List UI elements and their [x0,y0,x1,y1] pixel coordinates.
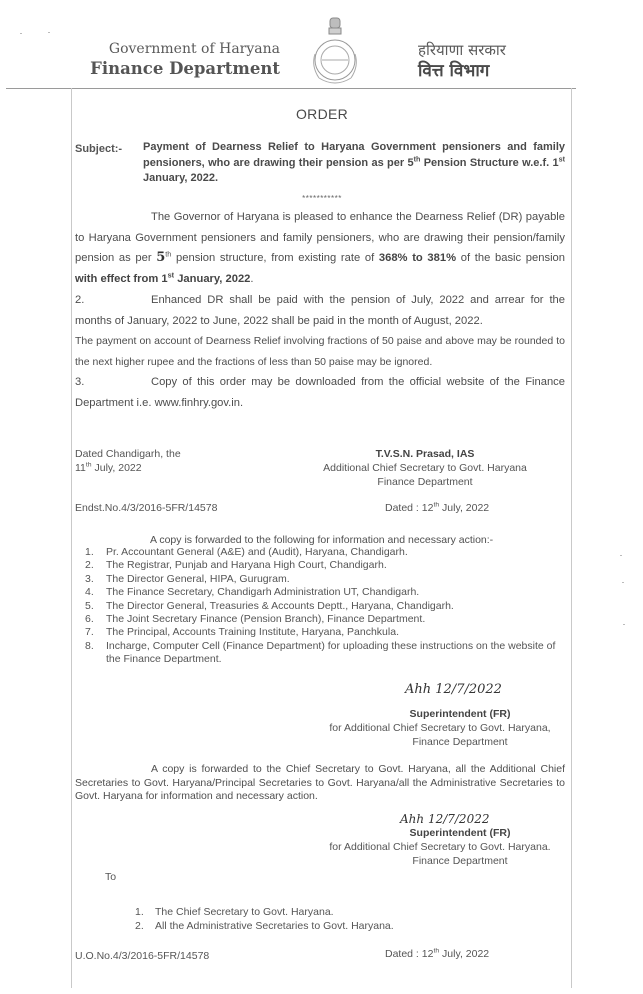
list-number: 7. [85,626,94,639]
copy-forwarded-2 [75,763,565,804]
header-divider [6,88,576,89]
paragraph-2-rounding: The payment on account of Dearness Relief involving fractions of 50 paise and above may be rounded to the next higher rupee and the fractions of less than 50 paise may be ignored. [75,335,565,368]
copy-forwarded-intro: A copy is forwarded to the following for information and necessary action:- [150,534,494,546]
list-text: The Chief Secretary to Govt. Haryana. [155,906,334,918]
list-text: Incharge, Computer Cell (Finance Department) for uploading these instructions on the website of the Finance Department. [106,639,556,666]
subject-part: Pension Structure w.e.f. 1 [420,156,559,169]
copy-forwarded-text: A copy is forwarded to the Chief Secretary to Govt. Haryana, all the Additional Chief Secretaries to Govt. Haryana/Principal Secretaries to Govt. Haryana/all the Administrative Secretaries to Govt. Haryana for information and necessary action. [75,763,565,802]
handwritten-signature: Ahh 12/7/2022 [400,812,490,826]
date-month-year: July, 2022 [91,462,142,474]
handwritten-correction: 5 [156,250,166,265]
endorsement-date [385,501,489,515]
superscript: th [165,249,172,259]
endorsement-number: Endst.No.4/3/2016-5FR/14578 [75,502,218,514]
date-suffix: July, 2022 [439,502,490,514]
state-emblem-icon [305,14,365,88]
effective-text: January, 2022 [174,272,251,285]
paragraph-text: Enhanced DR shall be paid with the pension of July, 2022 and arrear for the months of January, 2022 to June, 2022 shall be paid in the month of August, 2022. [75,294,565,327]
effective-text: with effect from 1 [75,272,168,285]
list-number: 8. [85,639,94,652]
list-number: 1. [85,546,94,558]
superintendent-department: Finance Department [412,736,508,748]
paragraph-text: Copy of this order may be downloaded from the official website of the Finance Department i.e. www.finhry.gov.in. [75,376,565,409]
superintendent-for-line: for Additional Chief Secretary to Govt. Haryana, [329,722,551,734]
separator: *********** [302,194,342,203]
letterhead-english [60,40,280,80]
list-number: 1. [135,906,144,918]
scan-speck [48,32,50,33]
department-name-hi: वित्त विभाग [418,61,490,81]
signatory-designation: Additional Chief Secretary to Govt. Haryana [323,462,527,474]
department-name-en: Finance Department [90,59,280,78]
signatory-department: Finance Department [377,476,473,488]
to-label: To [105,871,117,883]
dated-block [75,447,181,475]
scan-speck [20,33,22,34]
letterhead-hindi [418,40,578,82]
subject-label: Subject:- [75,143,123,155]
list-text: The Registrar, Punjab and Haryana High Court, Chandigarh. [106,559,387,572]
list-item [135,919,394,933]
paragraph-text: The Governor of Haryana is pleased to enhance the Dearness Relief (DR) payable to Haryana Government pensioners and family pensioners, who are drawing their pension/family pension as per [75,211,565,264]
list-item [85,600,565,613]
uo-date [385,947,489,961]
subject-text [143,140,565,187]
list-text: Pr. Accountant General (A&E) and (Audit), Haryana, Chandigarh. [106,546,408,558]
superintendent-for-line: for Additional Chief Secretary to Govt. Haryana. [329,841,551,853]
list-text: All the Administrative Secretaries to Govt. Haryana. [155,920,394,932]
scan-speck [620,555,622,556]
date-prefix: Dated : 12 [385,502,434,514]
superscript: th [433,947,440,955]
order-title: ORDER [295,106,349,122]
page-border-right [571,88,572,988]
superscript: st [167,269,175,279]
list-item [85,586,565,599]
paragraph-2 [75,290,565,331]
subject-part: January, 2022. [143,172,219,184]
scan-speck [623,624,625,625]
list-item [135,905,394,919]
list-text: The Principal, Accounts Training Institute, Haryana, Panchkula. [106,626,399,639]
date-suffix: July, 2022 [439,948,490,960]
dr-rate: 368% to 381% [378,252,457,264]
effective-date [75,269,251,285]
superintendent-department: Finance Department [412,855,508,867]
paragraph-text: pension structure, from existing rate of [171,252,379,264]
list-item [85,640,565,667]
list-item [85,559,565,572]
to-list [135,905,394,933]
list-number: 4. [85,586,94,599]
paragraph-number: 3. [75,376,85,388]
paragraph-3 [75,372,565,413]
list-number: 6. [85,613,94,626]
superintendent-block-2 [310,826,570,868]
paragraph-number: 2. [75,294,85,306]
list-item [85,573,565,586]
subject-part: Payment of Dearness Relief to Haryana Government pensioners and family pensioners, who are drawing their pension as per 5 [143,141,565,169]
copy-forwarded-list [85,546,565,667]
paragraph-text: . [250,272,254,285]
date-prefix: Dated : 12 [385,948,434,960]
list-text: The Finance Secretary, Chandigarh Administration UT, Chandigarh. [106,586,420,599]
signatory-name: T.V.S.N. Prasad, IAS [375,448,475,460]
list-item [85,626,565,639]
list-text: The Director General, Treasuries & Accounts Deptt., Haryana, Chandigarh. [106,599,454,612]
superintendent-block-1 [310,707,570,749]
government-name-hi: हरियाणा सरकार [418,41,506,59]
scan-speck [622,582,624,583]
list-number: 2. [85,559,94,572]
superscript: th [433,501,440,509]
list-text: The Director General, HIPA, Gurugram. [106,572,290,585]
page-border-left [71,88,72,988]
government-name-en: Government of Haryana [108,41,280,57]
dated-date [75,461,181,475]
paragraph-text: of the basic pension [456,252,565,264]
dated-place: Dated Chandigarh, the [75,448,181,460]
superintendent-title: Superintendent (FR) [409,708,511,720]
signatory-block [300,447,550,489]
paragraph-1 [75,207,565,289]
list-text: The Joint Secretary Finance (Pension Branch), Finance Department. [106,613,426,626]
subject-sup: th [413,154,421,163]
handwritten-signature: Ahh 12/7/2022 [405,682,502,697]
list-number: 2. [135,920,144,932]
date-day: 11 [75,462,86,474]
list-number: 5. [85,599,94,612]
list-item [85,613,565,626]
subject-sup: st [558,154,565,163]
list-item [85,546,565,559]
uo-number: U.O.No.4/3/2016-5FR/14578 [75,950,210,962]
superscript: th [85,461,92,469]
superintendent-title: Superintendent (FR) [409,827,511,839]
list-number: 3. [85,572,94,585]
